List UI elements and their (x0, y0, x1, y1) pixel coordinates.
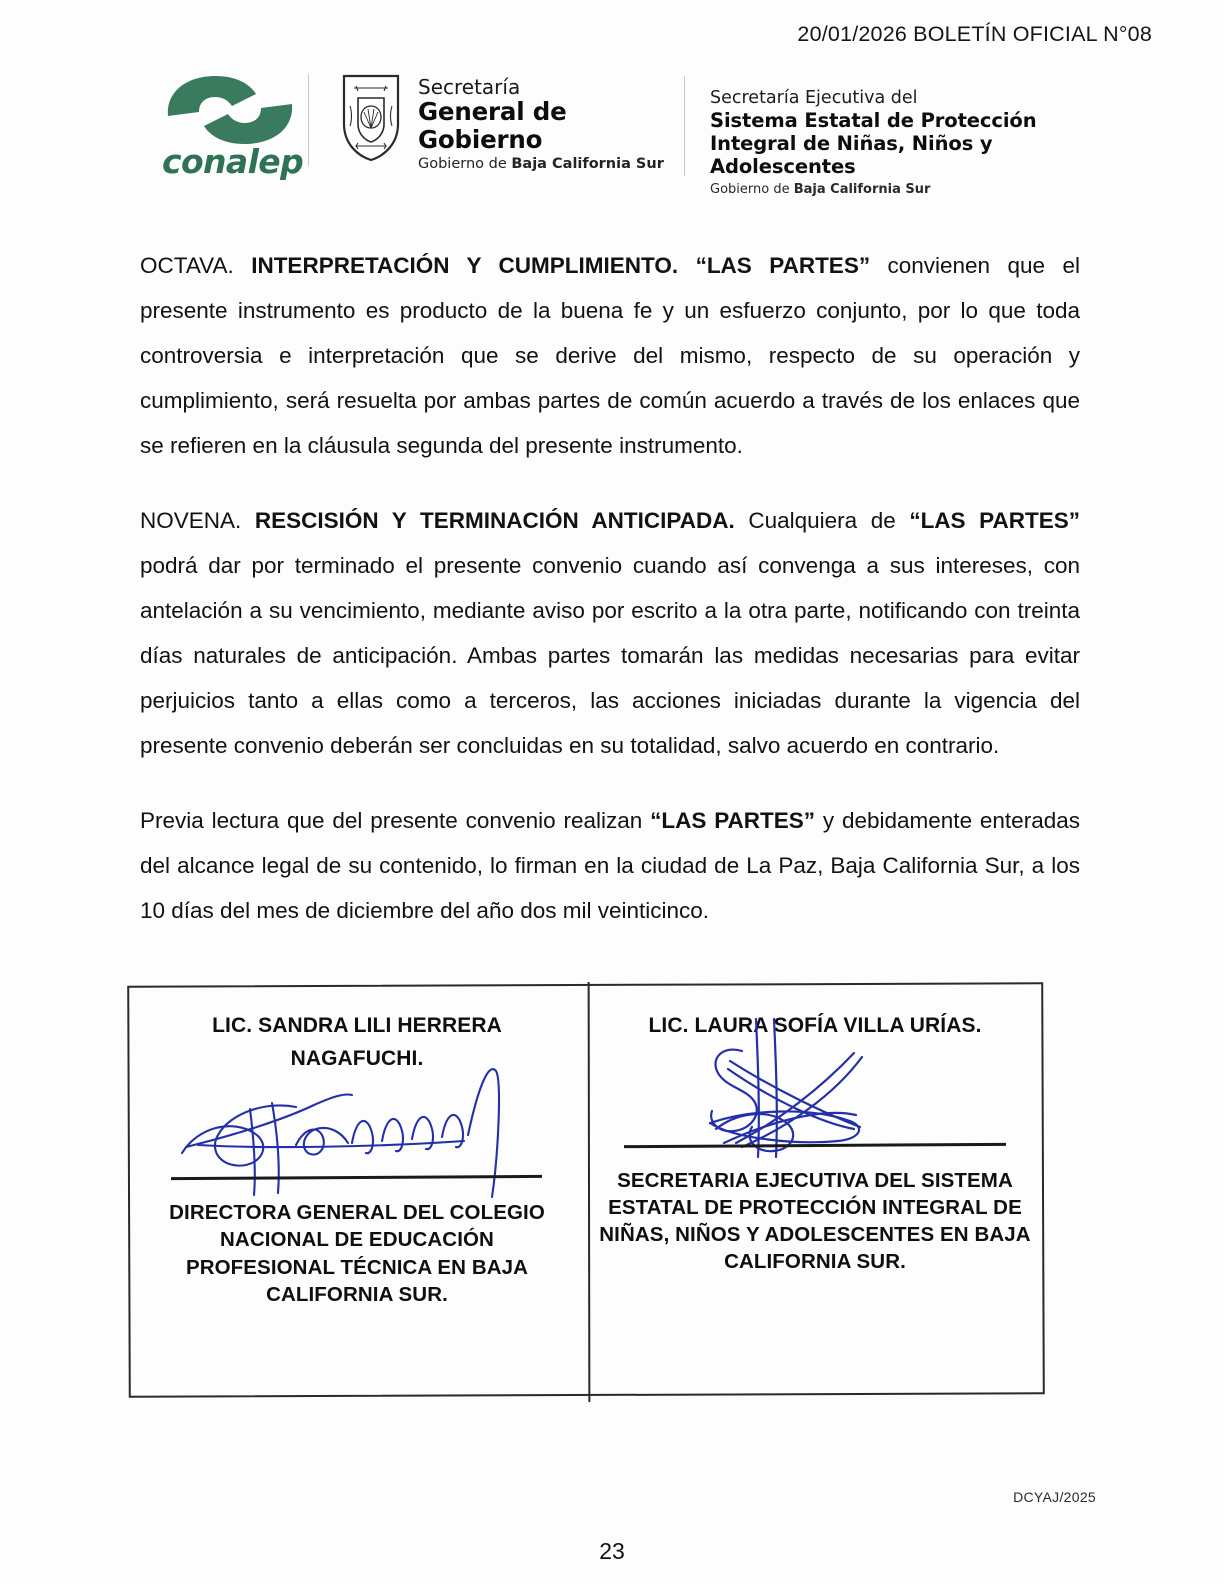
sipinna-state-name: Baja California Sur (793, 181, 931, 197)
clause-novena-text: podrá dar por terminado el presente convenio cuando así convenga a sus intereses, con antelación a su vencimiento, mediante aviso por escrito a la otra parte, notificando con treinta días naturales de anticipación. Ambas partes tomarán las medidas necesarias para evitar perjuicios tanto a ellas como a terceros, las acciones iniciadas durante la vigencia del presente convenio deberán ser concluidas en su totalidad, salvo acuerdo en contrario. (140, 553, 1080, 758)
gobierno-bcs-logo (340, 70, 670, 180)
closing-text-after: y debidamente enteradas del alcance legal de su contenido, lo firman en la ciudad de La Paz, Baja California Sur, a los 10 días del mes de diciembre del año dos mil veinticinco. (140, 808, 1080, 923)
sipinna-line-5 (710, 182, 1070, 199)
clause-novena-title: RESCISIÓN Y TERMINACIÓN ANTICIPADA. (254, 508, 735, 533)
sipinna-line-1: Secretaría Ejecutiva del (710, 88, 918, 108)
signature-right-name: LIC. LAURA SOFÍA VILLA URÍAS. (648, 1014, 982, 1037)
closing-text-before: Previa lectura que del presente convenio realizan (140, 808, 651, 833)
clause-octava-party: “LAS PARTES” (695, 253, 871, 278)
signature-right-line (624, 1142, 1006, 1147)
clause-novena-party: “LAS PARTES” (909, 508, 1080, 533)
logo-divider-1 (308, 74, 309, 166)
letterhead-logo-band (150, 62, 1080, 202)
signature-left-line (171, 1175, 542, 1180)
document-body (140, 243, 1080, 963)
signature-cell-left (128, 984, 586, 1396)
conalep-swirl-icon (160, 70, 300, 150)
bcs-state-name: Baja California Sur (511, 156, 664, 173)
gobierno-bcs-text (418, 76, 668, 174)
logo-divider-2 (684, 76, 685, 176)
clause-octava-text: convienen que el presente instrumento es producto de la buena fe y un esfuerzo conjunto, por lo que toda controversia e interpretación que se derive del mismo, respecto de su operación y cumplimiento, será resuelta por ambas partes de común acuerdo a través de los enlaces que se refieren en la cláusula segunda del presente instrumento. (140, 253, 1080, 458)
sipinna-logo-text (710, 88, 1070, 199)
footer-reference-code: DCYAJ/2025 (1013, 1489, 1096, 1505)
signature-left-name: LIC. SANDRA LILI HERRERA NAGAFUCHI. (212, 1014, 502, 1070)
conalep-logo (160, 70, 310, 185)
baja-california-sur-coat-of-arms-icon (340, 72, 402, 164)
bulletin-header: 20/01/2026 BOLETÍN OFICIAL N°08 (797, 22, 1152, 46)
bcs-gobierno-de: Gobierno de (418, 156, 512, 173)
clause-octava-number: OCTAVA. (140, 253, 234, 278)
clause-novena-paragraph (140, 498, 1080, 768)
page-number: 23 (599, 1538, 625, 1564)
sipinna-line-4: Adolescentes (710, 155, 856, 179)
bcs-line-secretaria: Secretaría (418, 75, 521, 99)
signature-left-area (146, 1075, 568, 1191)
closing-party: “LAS PARTES” (650, 808, 816, 833)
sipinna-line-2: Sistema Estatal de Protección (710, 108, 1037, 132)
conalep-wordmark: conalep (162, 142, 304, 181)
signature-cell-right (586, 984, 1044, 1396)
signature-left-title: DIRECTORA GENERAL DEL COLEGIO NACIONAL DE EDUCACIÓN PROFESIONAL TÉCNICA EN BAJA CALIFORNIA SUR. (169, 1201, 545, 1306)
clause-octava-paragraph (140, 243, 1080, 468)
sipinna-line-3: Integral de Niñas, Niños y (710, 132, 993, 156)
clause-novena-number: NOVENA. (140, 508, 242, 533)
signature-table (128, 984, 1044, 1396)
closing-paragraph (140, 798, 1080, 933)
bcs-line-general-de-gobierno: General de Gobierno (418, 97, 567, 154)
signature-right-title: SECRETARIA EJECUTIVA DEL SISTEMA ESTATAL DE PROTECCIÓN INTEGRAL DE NIÑAS, NIÑOS Y ADOLESCENTES EN BAJA CALIFORNIA SUR. (599, 1168, 1031, 1274)
bcs-line-gobierno-estado (418, 155, 668, 174)
sipinna-gobierno-de: Gobierno de (710, 181, 794, 197)
signature-right-area (598, 1043, 1032, 1159)
clause-octava-title: INTERPRETACIÓN Y CUMPLIMIENTO. (251, 253, 679, 278)
clause-novena-text-mid: Cualquiera de (734, 508, 910, 533)
